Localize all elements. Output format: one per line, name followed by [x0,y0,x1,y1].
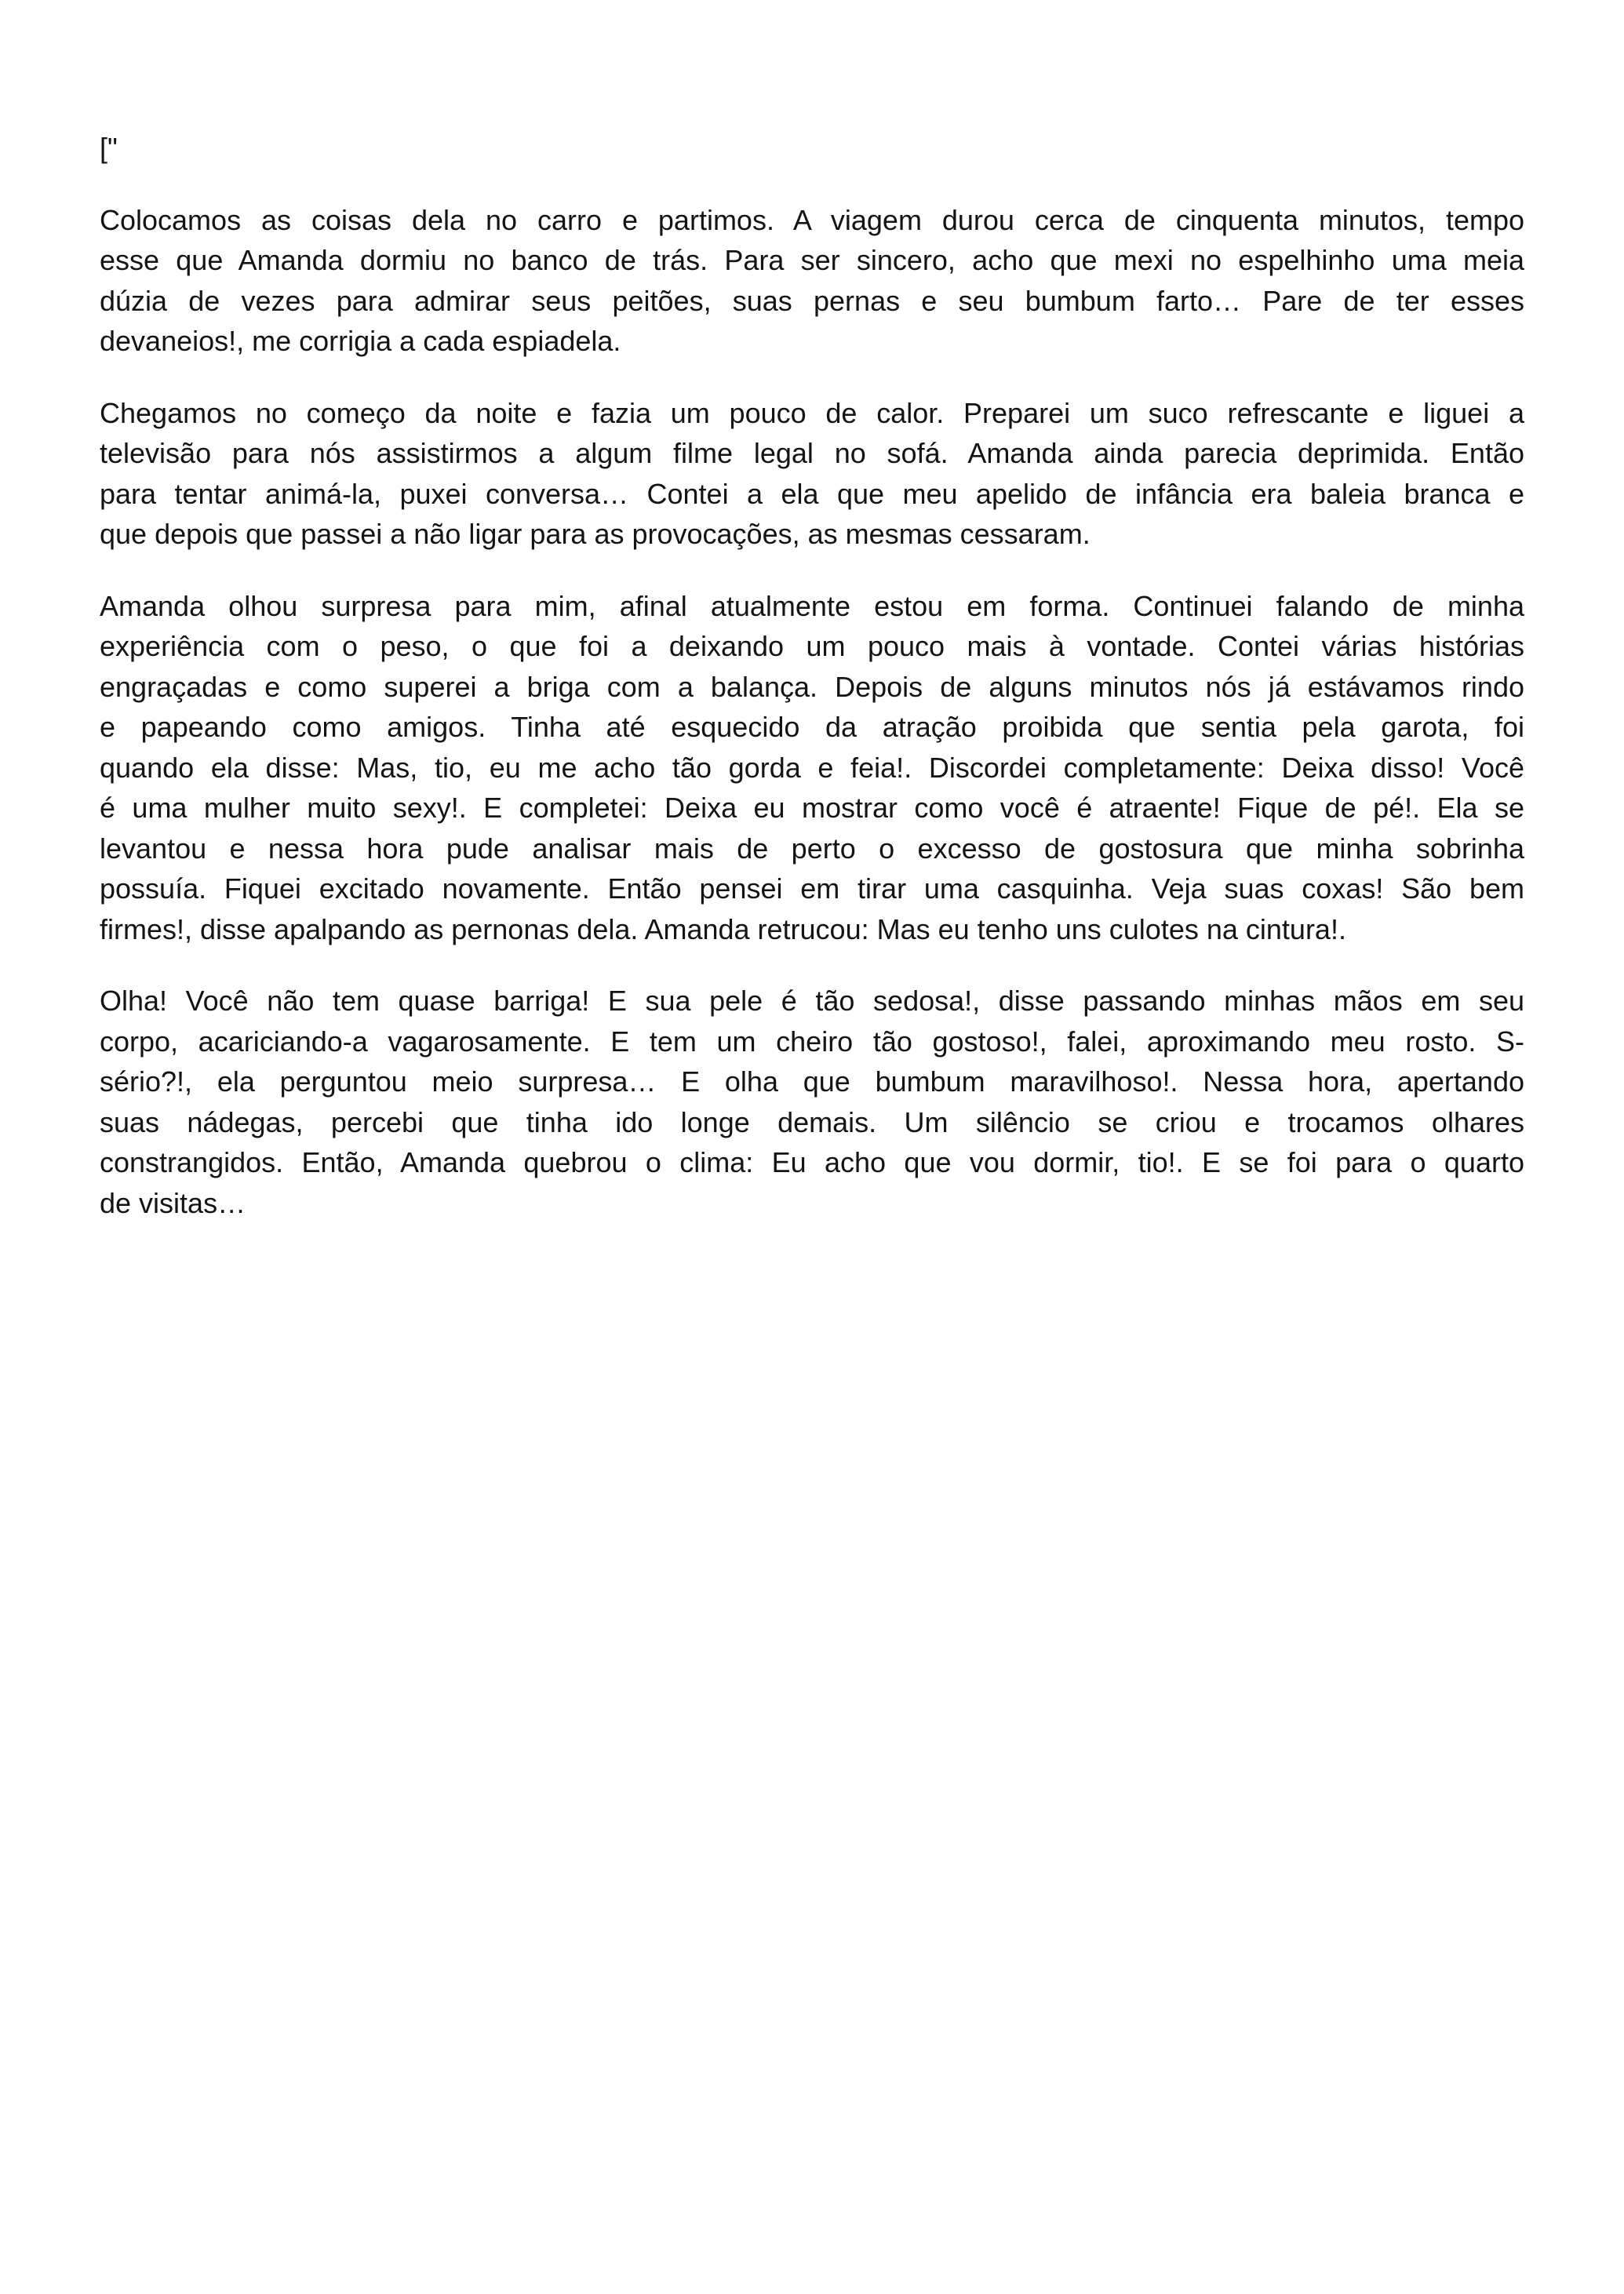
text-line: experiência com o peso, o que foi a deixando um pouco mais à vontade. Contei várias histórias [100,630,1524,662]
text-line: televisão para nós assistirmos a algum filme legal no sofá. Amanda ainda parecia deprimida. Então [100,437,1524,469]
text-line: engraçadas e como superei a briga com a balança. Depois de alguns minutos nós já estávamos rindo [100,670,1524,703]
paragraph-3 [100,586,1524,950]
text-line: Amanda olhou surpresa para mim, afinal atualmente estou em forma. Continuei falando de minha [100,589,1524,622]
json-fragment-marker [100,128,1524,169]
text-line: e papeando como amigos. Tinha até esquecido da atração proibida que sentia pela garota, foi [100,711,1524,743]
text-line: [" [100,132,118,164]
paragraph-2 [100,393,1524,555]
text-line: Chegamos no começo da noite e fazia um pouco de calor. Preparei um suco refrescante e liguei a [100,396,1524,429]
text-line: para tentar animá-la, puxei conversa… Contei a ela que meu apelido de infância era baleia branca e [100,477,1524,510]
text-line: dúzia de vezes para admirar seus peitões, suas pernas e seu bumbum farto… Pare de ter esses [100,284,1524,317]
text-line: corpo, acariciando-a vagarosamente. E tem um cheiro tão gostoso!, falei, aproximando meu rosto. S- [100,1025,1524,1058]
paragraph-1 [100,200,1524,362]
text-line: Colocamos as coisas dela no carro e partimos. A viagem durou cerca de cinquenta minutos, tempo [100,203,1524,236]
paragraph-4 [100,981,1524,1223]
text-line: Olha! Você não tem quase barriga! E sua pele é tão sedosa!, disse passando minhas mãos em seu [100,985,1524,1017]
text-line: esse que Amanda dormiu no banco de trás. Para ser sincero, acho que mexi no espelhinho uma meia [100,244,1524,276]
text-line: suas nádegas, percebi que tinha ido longe demais. Um silêncio se criou e trocamos olhares [100,1105,1524,1138]
text-line: devaneios!, me corrigia a cada espiadela. [100,325,621,357]
text-line: constrangidos. Então, Amanda quebrou o clima: Eu acho que vou dormir, tio!. E se foi para o quarto [100,1146,1524,1178]
text-line: de visitas… [100,1186,246,1219]
text-line: é uma mulher muito sexy!. E completei: Deixa eu mostrar como você é atraente! Fique de pé!. Ela se [100,792,1524,824]
text-line: levantou e nessa hora pude analisar mais de perto o excesso de gostosura que minha sobrinha [100,832,1524,865]
text-line: quando ela disse: Mas, tio, eu me acho tão gorda e feia!. Discordei completamente: Deixa disso! Você [100,751,1524,784]
text-line: possuía. Fiquei excitado novamente. Então pensei em tirar uma casquinha. Veja suas coxas! São bem [100,872,1524,905]
text-line: sério?!, ela perguntou meio surpresa… E olha que bumbum maravilhoso!. Nessa hora, apertando [100,1065,1524,1098]
text-line: que depois que passei a não ligar para as provocações, as mesmas cessaram. [100,518,1091,550]
text-line: firmes!, disse apalpando as pernonas dela. Amanda retrucou: Mas eu tenho uns culotes na cintura!. [100,912,1346,945]
